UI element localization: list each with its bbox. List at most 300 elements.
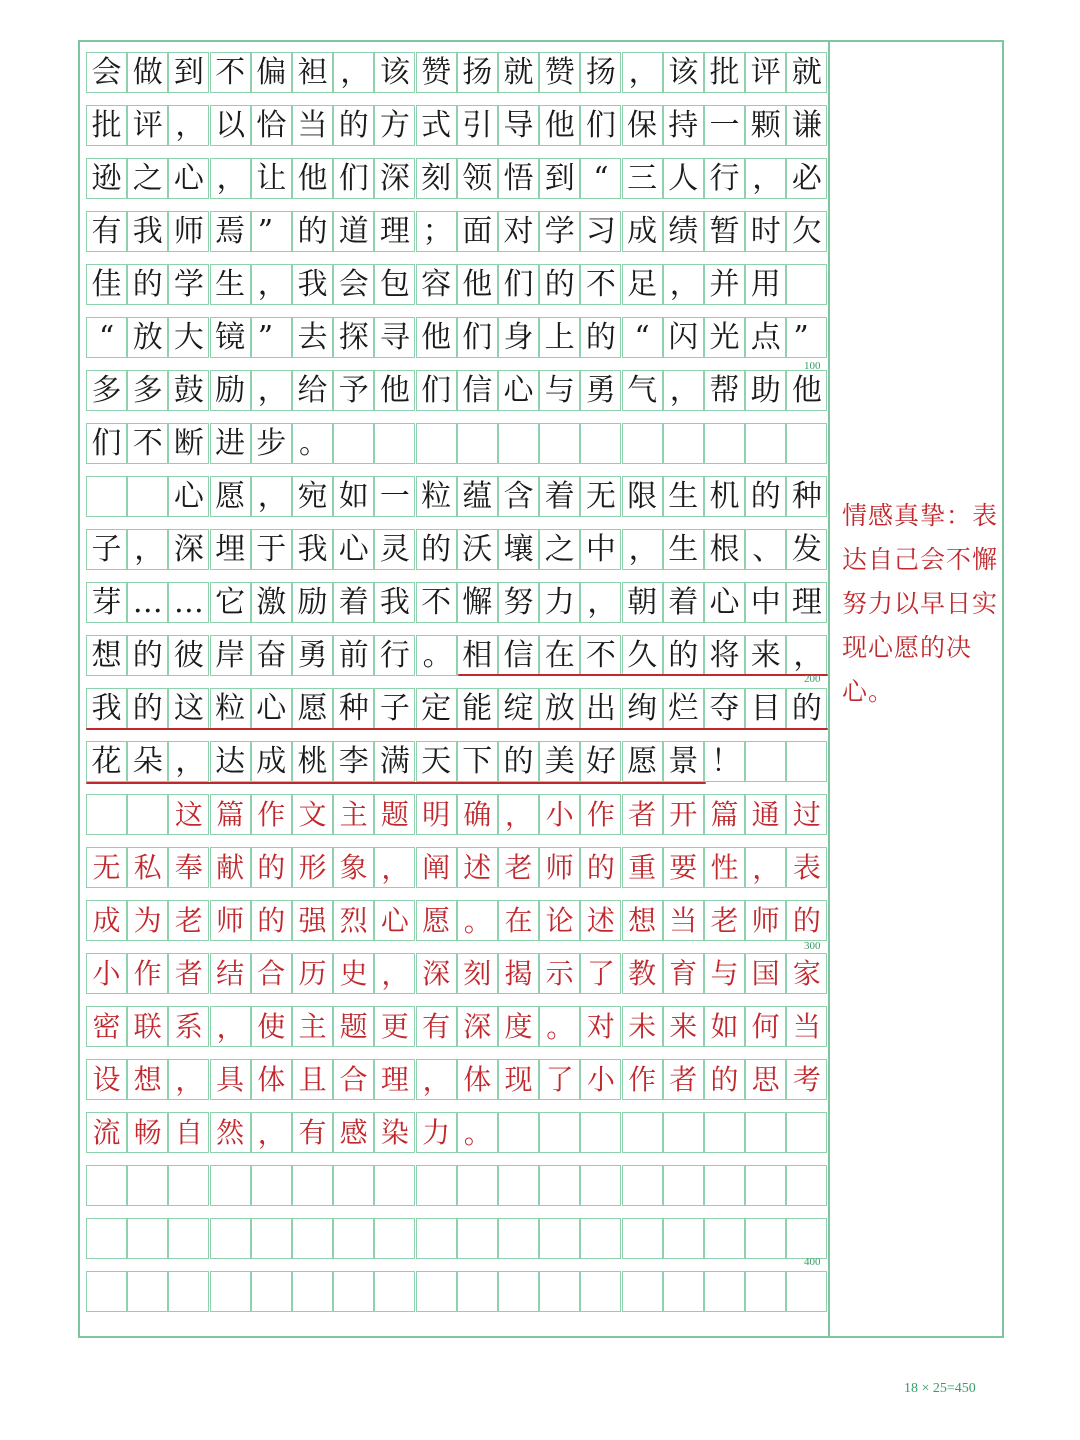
grid-cell: 的 xyxy=(127,635,168,676)
grid-cell: 足 xyxy=(622,264,663,305)
grid-cell: 阐 xyxy=(416,847,457,888)
grid-cell xyxy=(580,1218,621,1259)
grid-cell: 师 xyxy=(210,900,251,941)
grid-cell: 帮 xyxy=(704,370,745,411)
grid-cell: 保 xyxy=(622,105,663,146)
grid-cell xyxy=(416,1271,457,1312)
grid-cell: 彼 xyxy=(168,635,209,676)
grid-cell: 他 xyxy=(457,264,498,305)
grid-cell: 朵 xyxy=(127,741,168,782)
grid-cell xyxy=(210,1271,251,1312)
grid-cell: ， xyxy=(251,476,292,517)
grid-cell xyxy=(786,1218,827,1259)
grid-cell: 三 xyxy=(622,158,663,199)
grid-cell xyxy=(580,423,621,464)
grid-cell: ， xyxy=(622,529,663,570)
grid-cell: 桃 xyxy=(292,741,333,782)
grid-cell: 作 xyxy=(580,794,621,835)
grid-cell xyxy=(745,1271,786,1312)
grid-cell: 佳 xyxy=(86,264,127,305)
grid-cell: 天 xyxy=(416,741,457,782)
grid-cell: 老 xyxy=(168,900,209,941)
grid-cell: 励 xyxy=(292,582,333,623)
grid-cell: 种 xyxy=(333,688,374,729)
grid-cell: 机 xyxy=(704,476,745,517)
grid-cell: 未 xyxy=(622,1006,663,1047)
grid-cell: 懈 xyxy=(457,582,498,623)
grid-cell xyxy=(251,1165,292,1206)
grid-cell: 述 xyxy=(580,900,621,941)
grid-cell: 自 xyxy=(168,1112,209,1153)
grid-cell: 以 xyxy=(210,105,251,146)
grid-cell xyxy=(786,1112,827,1153)
grid-cell: 谦 xyxy=(786,105,827,146)
grid-cell: 理 xyxy=(786,582,827,623)
grid-cell: 出 xyxy=(580,688,621,729)
grid-cell: 想 xyxy=(622,900,663,941)
grid-cell: 度 xyxy=(498,1006,539,1047)
grid-cell: 的 xyxy=(704,1059,745,1100)
grid-cell: ， xyxy=(663,264,704,305)
grid-cell: 满 xyxy=(374,741,415,782)
grid-cell: 理 xyxy=(374,1059,415,1100)
grid-cell: 的 xyxy=(333,105,374,146)
grid-cell xyxy=(498,1218,539,1259)
grid-cell: 学 xyxy=(539,211,580,252)
grid-cell: 小 xyxy=(539,794,580,835)
grid-cell: ， xyxy=(251,1112,292,1153)
grid-cell xyxy=(168,1165,209,1206)
grid-cell xyxy=(168,1271,209,1312)
grid-cell: 确 xyxy=(457,794,498,835)
grid-cell: 努 xyxy=(498,582,539,623)
grid-cell: 教 xyxy=(622,953,663,994)
grid-cell: 评 xyxy=(745,52,786,93)
char-count-300: 300 xyxy=(804,940,821,952)
grid-cell: 习 xyxy=(580,211,621,252)
grid-cell: 学 xyxy=(168,264,209,305)
grid-cell: 心 xyxy=(374,900,415,941)
grid-cell: 将 xyxy=(704,635,745,676)
grid-cell: 蕴 xyxy=(457,476,498,517)
grid-cell: 我 xyxy=(86,688,127,729)
grid-cell: 给 xyxy=(292,370,333,411)
grid-cell: 让 xyxy=(251,158,292,199)
grid-cell: 上 xyxy=(539,317,580,358)
grid-cell: ， xyxy=(745,847,786,888)
grid-cell: 达 xyxy=(210,741,251,782)
grid-cell: 奋 xyxy=(251,635,292,676)
grid-cell: ， xyxy=(251,264,292,305)
grid-cell: 能 xyxy=(457,688,498,729)
grid-cell xyxy=(663,1218,704,1259)
grid-cell: 在 xyxy=(498,900,539,941)
grid-cell: 灵 xyxy=(374,529,415,570)
grid-cell: 导 xyxy=(498,105,539,146)
underline-mark xyxy=(86,782,706,784)
grid-cell: 之 xyxy=(539,529,580,570)
grid-cell: 夺 xyxy=(704,688,745,729)
grid-cell: 中 xyxy=(580,529,621,570)
grid-cell: 的 xyxy=(498,741,539,782)
grid-cell: … xyxy=(168,582,209,623)
grid-cell: 多 xyxy=(86,370,127,411)
grid-cell: 我 xyxy=(374,582,415,623)
grid-cell: 何 xyxy=(745,1006,786,1047)
grid-cell: 如 xyxy=(704,1006,745,1047)
grid-cell: 子 xyxy=(374,688,415,729)
grid-cell: 镜 xyxy=(210,317,251,358)
grid-cell: 心 xyxy=(333,529,374,570)
grid-cell: 赞 xyxy=(539,52,580,93)
grid-cell: 在 xyxy=(539,635,580,676)
grid-cell: 着 xyxy=(333,582,374,623)
grid-cell: 体 xyxy=(457,1059,498,1100)
grid-cell xyxy=(457,1218,498,1259)
grid-cell: 欠 xyxy=(786,211,827,252)
grid-cell: ， xyxy=(786,635,827,676)
grid-cell: 性 xyxy=(704,847,745,888)
grid-cell: 芽 xyxy=(86,582,127,623)
grid-cell xyxy=(374,1271,415,1312)
grid-cell: 寻 xyxy=(374,317,415,358)
grid-cell: 。 xyxy=(416,635,457,676)
grid-cell: 文 xyxy=(292,794,333,835)
grid-cell: 予 xyxy=(333,370,374,411)
grid-cell: 的 xyxy=(786,688,827,729)
grid-cell: 人 xyxy=(663,158,704,199)
grid-cell: 者 xyxy=(622,794,663,835)
grid-cell xyxy=(127,476,168,517)
grid-cell xyxy=(539,423,580,464)
grid-cell: 根 xyxy=(704,529,745,570)
grid-cell: 的 xyxy=(745,476,786,517)
grid-cell: 定 xyxy=(416,688,457,729)
grid-cell: 主 xyxy=(292,1006,333,1047)
grid-cell xyxy=(539,1165,580,1206)
grid-cell: 的 xyxy=(127,688,168,729)
grid-cell: 花 xyxy=(86,741,127,782)
char-count-200: 200 xyxy=(804,673,821,685)
grid-cell: 断 xyxy=(168,423,209,464)
grid-cell: 他 xyxy=(416,317,457,358)
grid-cell: 、 xyxy=(745,529,786,570)
grid-cell: 批 xyxy=(86,105,127,146)
grid-cell: 着 xyxy=(663,582,704,623)
grid-cell: 身 xyxy=(498,317,539,358)
grid-cell: 该 xyxy=(663,52,704,93)
grid-cell xyxy=(127,1218,168,1259)
grid-cell: 引 xyxy=(457,105,498,146)
grid-cell: ， xyxy=(580,582,621,623)
grid-cell: 生 xyxy=(210,264,251,305)
grid-cell: 恰 xyxy=(251,105,292,146)
grid-cell xyxy=(663,1165,704,1206)
grid-cell: 美 xyxy=(539,741,580,782)
grid-cell: 久 xyxy=(622,635,663,676)
grid-cell: 形 xyxy=(292,847,333,888)
grid-cell: 力 xyxy=(416,1112,457,1153)
grid-cell xyxy=(745,423,786,464)
grid-cell: 不 xyxy=(580,635,621,676)
grid-cell: 且 xyxy=(292,1059,333,1100)
grid-cell: 畅 xyxy=(127,1112,168,1153)
grid-cell xyxy=(786,741,827,782)
grid-cell: 信 xyxy=(498,635,539,676)
grid-cell: 烂 xyxy=(663,688,704,729)
grid-cell: 朝 xyxy=(622,582,663,623)
grid-cell: 就 xyxy=(786,52,827,93)
grid-cell: 着 xyxy=(539,476,580,517)
grid-cell: 论 xyxy=(539,900,580,941)
grid-cell: 成 xyxy=(251,741,292,782)
grid-cell: 他 xyxy=(539,105,580,146)
grid-cell xyxy=(786,264,827,305)
grid-cell: 历 xyxy=(292,953,333,994)
grid-cell: 我 xyxy=(127,211,168,252)
grid-cell: 用 xyxy=(745,264,786,305)
grid-cell: 有 xyxy=(416,1006,457,1047)
grid-cell: 方 xyxy=(374,105,415,146)
grid-cell: 进 xyxy=(210,423,251,464)
grid-cell: 颗 xyxy=(745,105,786,146)
grid-cell: ， xyxy=(168,741,209,782)
grid-cell: 这 xyxy=(168,794,209,835)
grid-cell: 重 xyxy=(622,847,663,888)
grid-cell: 相 xyxy=(457,635,498,676)
grid-cell: 成 xyxy=(622,211,663,252)
grid-cell: 探 xyxy=(333,317,374,358)
grid-cell xyxy=(457,423,498,464)
grid-cell: “ xyxy=(622,317,663,358)
grid-cell: 师 xyxy=(539,847,580,888)
grid-cell xyxy=(292,1218,333,1259)
grid-cell: 的 xyxy=(292,211,333,252)
grid-cell: 们 xyxy=(498,264,539,305)
grid-cell: 会 xyxy=(333,264,374,305)
grid-cell: 使 xyxy=(251,1006,292,1047)
grid-cell: 心 xyxy=(168,158,209,199)
grid-cell: 放 xyxy=(539,688,580,729)
grid-cell: 揭 xyxy=(498,953,539,994)
grid-cell: 合 xyxy=(251,953,292,994)
grid-cell: 沃 xyxy=(457,529,498,570)
grid-cell: 种 xyxy=(786,476,827,517)
grid-cell: 绚 xyxy=(622,688,663,729)
grid-cell: 史 xyxy=(333,953,374,994)
grid-cell xyxy=(498,1165,539,1206)
grid-cell: 就 xyxy=(498,52,539,93)
grid-cell: 粒 xyxy=(416,476,457,517)
grid-cell: 做 xyxy=(127,52,168,93)
underline-mark xyxy=(86,728,828,730)
grid-cell: 持 xyxy=(663,105,704,146)
grid-cell: 力 xyxy=(539,582,580,623)
grid-cell xyxy=(86,794,127,835)
grid-cell: ” xyxy=(251,211,292,252)
grid-cell xyxy=(292,1271,333,1312)
grid-cell: 体 xyxy=(251,1059,292,1100)
grid-cell: 国 xyxy=(745,953,786,994)
grid-cell xyxy=(539,1218,580,1259)
grid-cell: 与 xyxy=(704,953,745,994)
grid-cell: 考 xyxy=(786,1059,827,1100)
grid-cell: 深 xyxy=(168,529,209,570)
grid-cell: 励 xyxy=(210,370,251,411)
grid-cell: 烈 xyxy=(333,900,374,941)
grid-cell: 中 xyxy=(745,582,786,623)
grid-cell: 一 xyxy=(704,105,745,146)
grid-cell xyxy=(539,1271,580,1312)
grid-cell: 不 xyxy=(416,582,457,623)
grid-cell: ， xyxy=(374,953,415,994)
grid-cell: ， xyxy=(663,370,704,411)
grid-cell: 时 xyxy=(745,211,786,252)
grid-cell: 扬 xyxy=(457,52,498,93)
grid-cell: 。 xyxy=(539,1006,580,1047)
grid-cell xyxy=(622,1218,663,1259)
grid-cell xyxy=(745,1218,786,1259)
grid-cell: 好 xyxy=(580,741,621,782)
grid-cell xyxy=(416,1165,457,1206)
grid-cell: “ xyxy=(86,317,127,358)
grid-cell: 者 xyxy=(168,953,209,994)
grid-cell xyxy=(210,1165,251,1206)
grid-cell: 到 xyxy=(168,52,209,93)
grid-cell: 示 xyxy=(539,953,580,994)
grid-cell: 发 xyxy=(786,529,827,570)
grid-cell: 到 xyxy=(539,158,580,199)
grid-cell xyxy=(416,423,457,464)
grid-cell: 感 xyxy=(333,1112,374,1153)
grid-cell xyxy=(704,423,745,464)
grid-cell: 行 xyxy=(704,158,745,199)
grid-cell xyxy=(704,1165,745,1206)
grid-cell: 心 xyxy=(704,582,745,623)
grid-cell xyxy=(622,423,663,464)
grid-cell: 它 xyxy=(210,582,251,623)
grid-cell: 过 xyxy=(786,794,827,835)
grid-cell: 当 xyxy=(786,1006,827,1047)
grid-cell xyxy=(374,1218,415,1259)
grid-cell xyxy=(333,1271,374,1312)
grid-cell: 染 xyxy=(374,1112,415,1153)
grid-cell: 赞 xyxy=(416,52,457,93)
grid-cell: 与 xyxy=(539,370,580,411)
grid-cell: 象 xyxy=(333,847,374,888)
grid-cell xyxy=(127,794,168,835)
grid-cell: 述 xyxy=(457,847,498,888)
grid-cell: 式 xyxy=(416,105,457,146)
grid-cell: 当 xyxy=(663,900,704,941)
grid-cell xyxy=(704,1218,745,1259)
grid-cell: 点 xyxy=(745,317,786,358)
grid-cell: ！ xyxy=(704,741,745,782)
grid-cell: ， xyxy=(745,158,786,199)
grid-cell: 老 xyxy=(498,847,539,888)
grid-cell xyxy=(457,1271,498,1312)
grid-cell: 小 xyxy=(86,953,127,994)
grid-cell: 老 xyxy=(704,900,745,941)
grid-cell: 深 xyxy=(374,158,415,199)
grid-cell: 心 xyxy=(251,688,292,729)
grid-cell: 岸 xyxy=(210,635,251,676)
grid-cell: 结 xyxy=(210,953,251,994)
grid-cell: 如 xyxy=(333,476,374,517)
grid-cell: 大 xyxy=(168,317,209,358)
grid-cell: … xyxy=(127,582,168,623)
grid-cell: 主 xyxy=(333,794,374,835)
grid-cell: 我 xyxy=(292,264,333,305)
grid-cell: 家 xyxy=(786,953,827,994)
grid-cell: ， xyxy=(210,1006,251,1047)
grid-cell xyxy=(86,1271,127,1312)
grid-cell: 之 xyxy=(127,158,168,199)
grid-cell: 鼓 xyxy=(168,370,209,411)
grid-cell: 评 xyxy=(127,105,168,146)
grid-cell xyxy=(86,476,127,517)
grid-cell: 流 xyxy=(86,1112,127,1153)
grid-cell: 无 xyxy=(86,847,127,888)
grid-cell: 壤 xyxy=(498,529,539,570)
grid-cell xyxy=(622,1271,663,1312)
grid-cell: 下 xyxy=(457,741,498,782)
grid-cell: 愿 xyxy=(210,476,251,517)
grid-cell: 一 xyxy=(374,476,415,517)
grid-cell xyxy=(86,1218,127,1259)
grid-cell xyxy=(745,741,786,782)
grid-cell: 信 xyxy=(457,370,498,411)
grid-cell: ， xyxy=(374,847,415,888)
grid-cell: “ xyxy=(580,158,621,199)
grid-cell: 小 xyxy=(580,1059,621,1100)
grid-cell: 闪 xyxy=(663,317,704,358)
grid-cell: 焉 xyxy=(210,211,251,252)
grid-cell: 现 xyxy=(498,1059,539,1100)
grid-cell: 了 xyxy=(539,1059,580,1100)
grid-cell: 了 xyxy=(580,953,621,994)
grid-cell xyxy=(786,1271,827,1312)
grid-size-label: 18 × 25=450 xyxy=(904,1381,976,1396)
grid-cell: 具 xyxy=(210,1059,251,1100)
grid-cell: 埋 xyxy=(210,529,251,570)
grid-cell: 逊 xyxy=(86,158,127,199)
grid-cell: 暂 xyxy=(704,211,745,252)
char-count-400: 400 xyxy=(804,1256,821,1268)
grid-cell: 勇 xyxy=(580,370,621,411)
grid-cell: 题 xyxy=(374,794,415,835)
grid-cell: ； xyxy=(416,211,457,252)
grid-cell: 绩 xyxy=(663,211,704,252)
grid-cell: 刻 xyxy=(457,953,498,994)
grid-cell xyxy=(745,1165,786,1206)
grid-cell: 粒 xyxy=(210,688,251,729)
margin-divider xyxy=(828,40,830,1338)
grid-cell: 不 xyxy=(127,423,168,464)
grid-cell xyxy=(663,1112,704,1153)
grid-cell: 题 xyxy=(333,1006,374,1047)
grid-cell: 于 xyxy=(251,529,292,570)
grid-cell: 有 xyxy=(292,1112,333,1153)
grid-cell: 的 xyxy=(251,900,292,941)
grid-cell: 育 xyxy=(663,953,704,994)
grid-cell: 必 xyxy=(786,158,827,199)
grid-cell: 心 xyxy=(498,370,539,411)
grid-cell: 面 xyxy=(457,211,498,252)
grid-cell: 的 xyxy=(416,529,457,570)
grid-cell: 明 xyxy=(416,794,457,835)
grid-cell: 多 xyxy=(127,370,168,411)
